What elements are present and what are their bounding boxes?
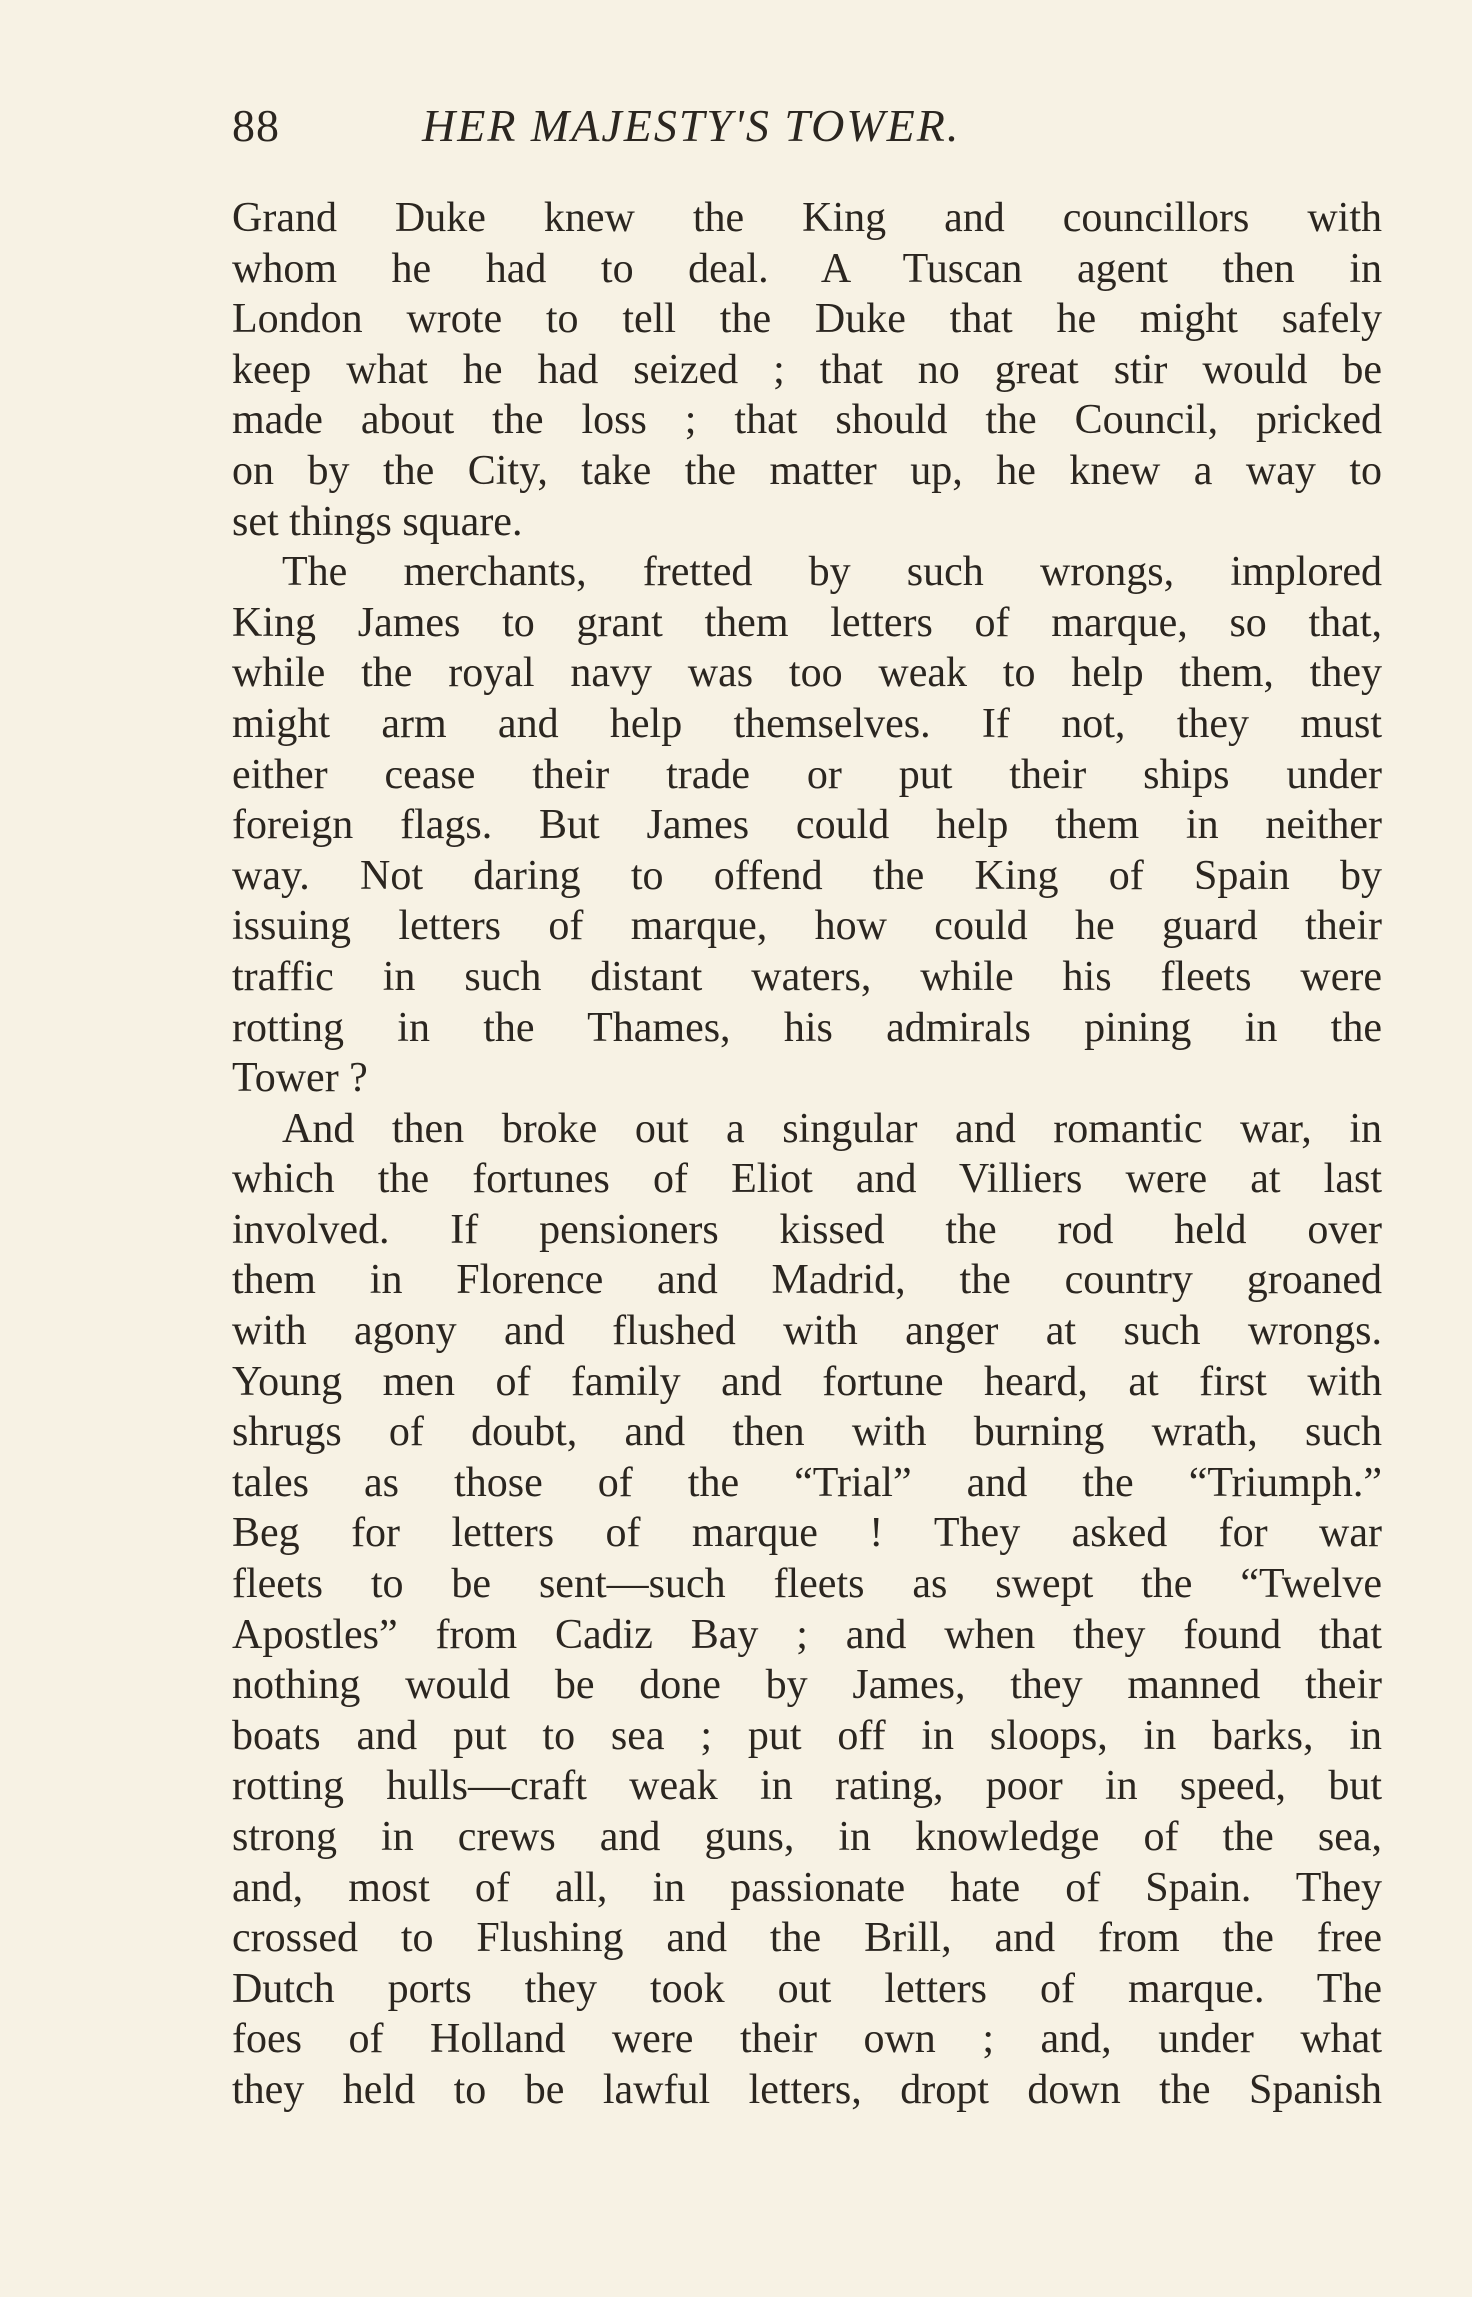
- text-line: foes of Holland were their own ; and, under what: [232, 2016, 1382, 2063]
- text-line: Beg for letters of marque ! They asked for war: [232, 1510, 1382, 1557]
- text-line: rotting hulls—craft weak in rating, poor in speed, but: [232, 1763, 1382, 1810]
- text-line: Grand Duke knew the King and councillors with: [232, 195, 1382, 241]
- running-title: HER MAJESTY'S TOWER.: [422, 100, 961, 151]
- text-line: fleets to be sent—such fleets as swept the “Twelve: [232, 1561, 1382, 1608]
- running-head: [232, 96, 1382, 156]
- paragraph: [232, 1104, 1382, 2116]
- text-line: Apostles” from Cadiz Bay ; and when they found that: [232, 1611, 1382, 1658]
- text-line: might arm and help themselves. If not, they must: [232, 700, 1382, 747]
- text-line: tales as those of the “Trial” and the “Triumph.”: [232, 1459, 1382, 1506]
- text-line: The merchants, fretted by such wrongs, implored: [282, 549, 1382, 596]
- text-line: strong in crews and guns, in knowledge of the sea,: [232, 1814, 1382, 1860]
- text-line: crossed to Flushing and the Brill, and from the free: [232, 1915, 1382, 1962]
- text-line: set things square.: [232, 498, 523, 545]
- text-line: traffic in such distant waters, while his fleets were: [232, 953, 1382, 1000]
- page-number: 88: [232, 100, 280, 151]
- text-line: either cease their trade or put their ships under: [232, 751, 1382, 798]
- text-line: London wrote to tell the Duke that he might safely: [232, 296, 1382, 343]
- text-line: rotting in the Thames, his admirals pining in the: [232, 1004, 1382, 1051]
- text-line: they held to be lawful letters, dropt down the Spanish: [232, 2066, 1382, 2113]
- text-line: and, most of all, in passionate hate of Spain. They: [232, 1864, 1382, 1911]
- text-line: on by the City, take the matter up, he knew a way to: [232, 447, 1382, 494]
- text-line: King James to grant them letters of marque, so that,: [232, 599, 1382, 646]
- body-text: [232, 193, 1382, 2116]
- text-line: Dutch ports they took out letters of marque. The: [232, 1965, 1382, 2012]
- text-line: with agony and flushed with anger at such wrongs.: [232, 1308, 1382, 1355]
- paragraph: [232, 193, 1382, 547]
- text-line: And then broke out a singular and romantic war, in: [282, 1105, 1382, 1152]
- text-line: while the royal navy was too weak to help them, they: [232, 650, 1382, 697]
- text-line: keep what he had seized ; that no great stir would be: [232, 346, 1382, 393]
- text-line: whom he had to deal. A Tuscan agent then in: [232, 245, 1382, 292]
- text-line: made about the loss ; that should the Council, pricked: [232, 397, 1382, 444]
- paragraph: [232, 547, 1382, 1104]
- text-line: way. Not daring to offend the King of Spain by: [232, 852, 1382, 899]
- text-line: involved. If pensioners kissed the rod held over: [232, 1206, 1382, 1253]
- text-line: them in Florence and Madrid, the country groaned: [232, 1257, 1382, 1304]
- text-line: which the fortunes of Eliot and Villiers were at last: [232, 1156, 1382, 1203]
- text-line: Young men of family and fortune heard, at first with: [232, 1358, 1382, 1405]
- text-line: foreign flags. But James could help them in neither: [232, 802, 1382, 849]
- text-line: Tower ?: [232, 1055, 368, 1102]
- text-line: issuing letters of marque, how could he guard their: [232, 903, 1382, 950]
- text-line: boats and put to sea ; put off in sloops, in barks, in: [232, 1712, 1382, 1759]
- text-line: shrugs of doubt, and then with burning wrath, such: [232, 1409, 1382, 1456]
- text-line: nothing would be done by James, they manned their: [232, 1662, 1382, 1709]
